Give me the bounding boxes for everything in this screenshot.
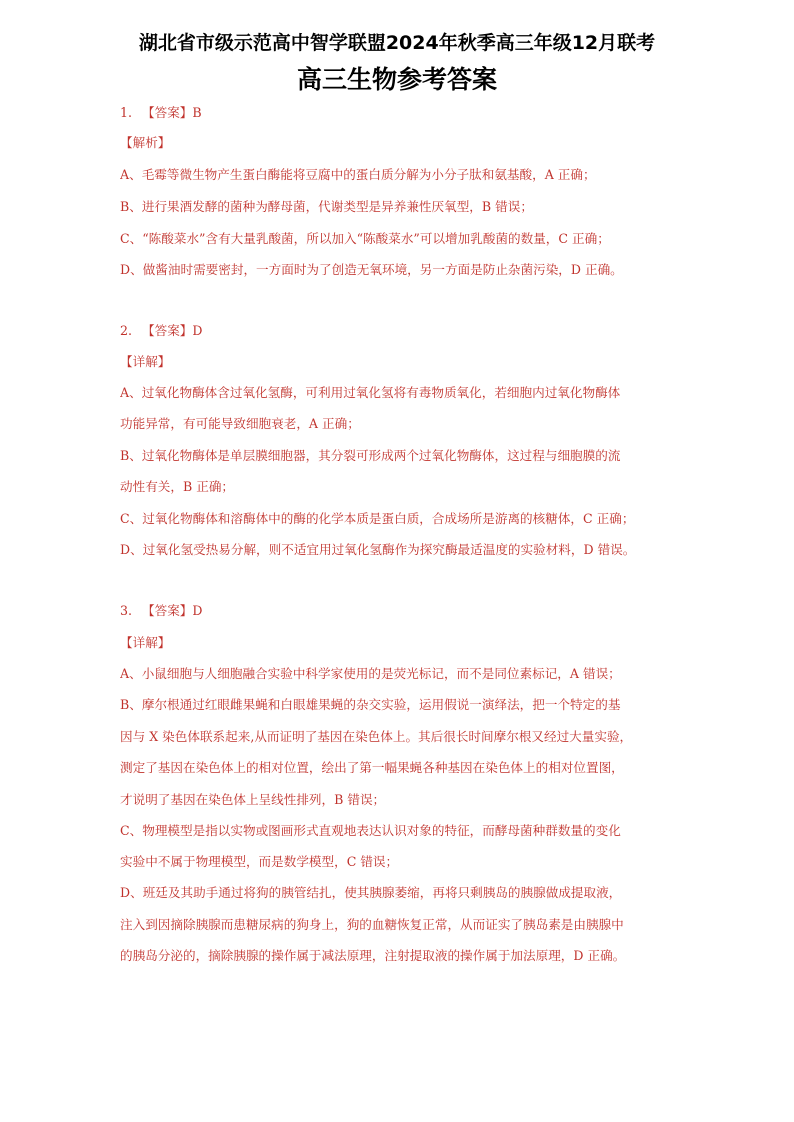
question-1-answer <box>120 104 680 122</box>
exam-title: 湖北省市级示范高中智学联盟2024年秋季高三年级12月联考 <box>138 32 656 54</box>
analysis-line: 因与 X 染色体联系起来,从而证明了基因在染色体上。其后很长时间摩尔根又经过大量实验， <box>120 729 633 744</box>
analysis-line: 动性有关，B 正确； <box>120 479 235 494</box>
answer-label: 【答案】D <box>142 323 203 338</box>
analysis-line: C、过氧化物酶体和溶酶体中的酶的化学本质是蛋白质，合成场所是游离的核糖体，C 正确； <box>120 511 635 526</box>
analysis-line: D、做酱油时需要密封，一方面时为了创造无氧环境，另一方面是防止杂菌污染，D 正确。 <box>120 262 623 277</box>
analysis-line: A、毛霉等微生物产生蛋白酶能将豆腐中的蛋白质分解为小分子肽和氨基酸，A 正确； <box>120 167 596 182</box>
analysis-line: 才说明了基因在染色体上呈线性排列，B 错误； <box>120 792 386 807</box>
answer-label: 【答案】D <box>142 603 203 618</box>
question-2-answer <box>120 322 680 340</box>
analysis-line: B、摩尔根通过红眼雌果蝇和白眼雄果蝇的杂交实验，运用假说一演绎法，把一个特定的基 <box>120 697 621 712</box>
analysis-line: 注入到因摘除胰腺而患糖尿病的狗身上，狗的血糖恢复正常，从而证实了胰岛素是由胰腺中 <box>120 917 624 932</box>
analysis-line: 的胰岛分泌的，摘除胰腺的操作属于减法原理，注射提取液的操作属于加法原理，D 正确。 <box>120 948 626 963</box>
analysis-line: B、过氧化物酶体是单层膜细胞器，其分裂可形成两个过氧化物酶体，这过程与细胞膜的流 <box>120 448 621 463</box>
document-title: 高三生物参考答案 <box>296 65 497 94</box>
analysis-label: 【详解】 <box>120 354 171 369</box>
analysis-line: A、小鼠细胞与人细胞融合实验中科学家使用的是荧光标记，而不是同位素标记，A 错误； <box>120 666 621 681</box>
question-number: 1. <box>120 105 133 120</box>
analysis-line: 功能异常，有可能导致细胞衰老，A 正确； <box>120 416 360 431</box>
answer-label: 【答案】B <box>142 105 202 120</box>
analysis-line: 实验中不属于物理模型，而是数学模型，C 错误； <box>120 854 399 869</box>
analysis-line: B、进行果酒发酵的菌种为酵母菌，代谢类型是异养兼性厌氧型，B 错误； <box>120 199 533 214</box>
analysis-line: 测定了基因在染色体上的相对位置，绘出了第一幅果蝇各种基因在染色体上的相对位置图， <box>120 760 624 775</box>
analysis-line: A、过氧化物酶体含过氧化氢酶，可利用过氧化氢将有毒物质氧化，若细胞内过氧化物酶体 <box>120 385 621 400</box>
analysis-line: D、过氧化氢受热易分解，则不适宜用过氧化氢酶作为探究酶最适温度的实验材料，D 错误。 <box>120 542 636 557</box>
question-3-answer <box>120 602 680 620</box>
question-number: 3. <box>120 603 133 618</box>
analysis-line: C、“陈酸菜水”含有大量乳酸菌，所以加入“陈酸菜水”可以增加乳酸菌的数量，C 正确； <box>120 231 610 246</box>
analysis-label: 【解析】 <box>120 135 171 150</box>
analysis-line: C、物理模型是指以实物或图画形式直观地表达认识对象的特征，而酵母菌种群数量的变化 <box>120 823 621 838</box>
analysis-label: 【详解】 <box>120 635 171 650</box>
analysis-line: D、班廷及其助手通过将狗的胰管结扎，使其胰腺萎缩，再将只剩胰岛的胰腺做成提取液， <box>120 885 622 900</box>
question-number: 2. <box>120 323 133 338</box>
